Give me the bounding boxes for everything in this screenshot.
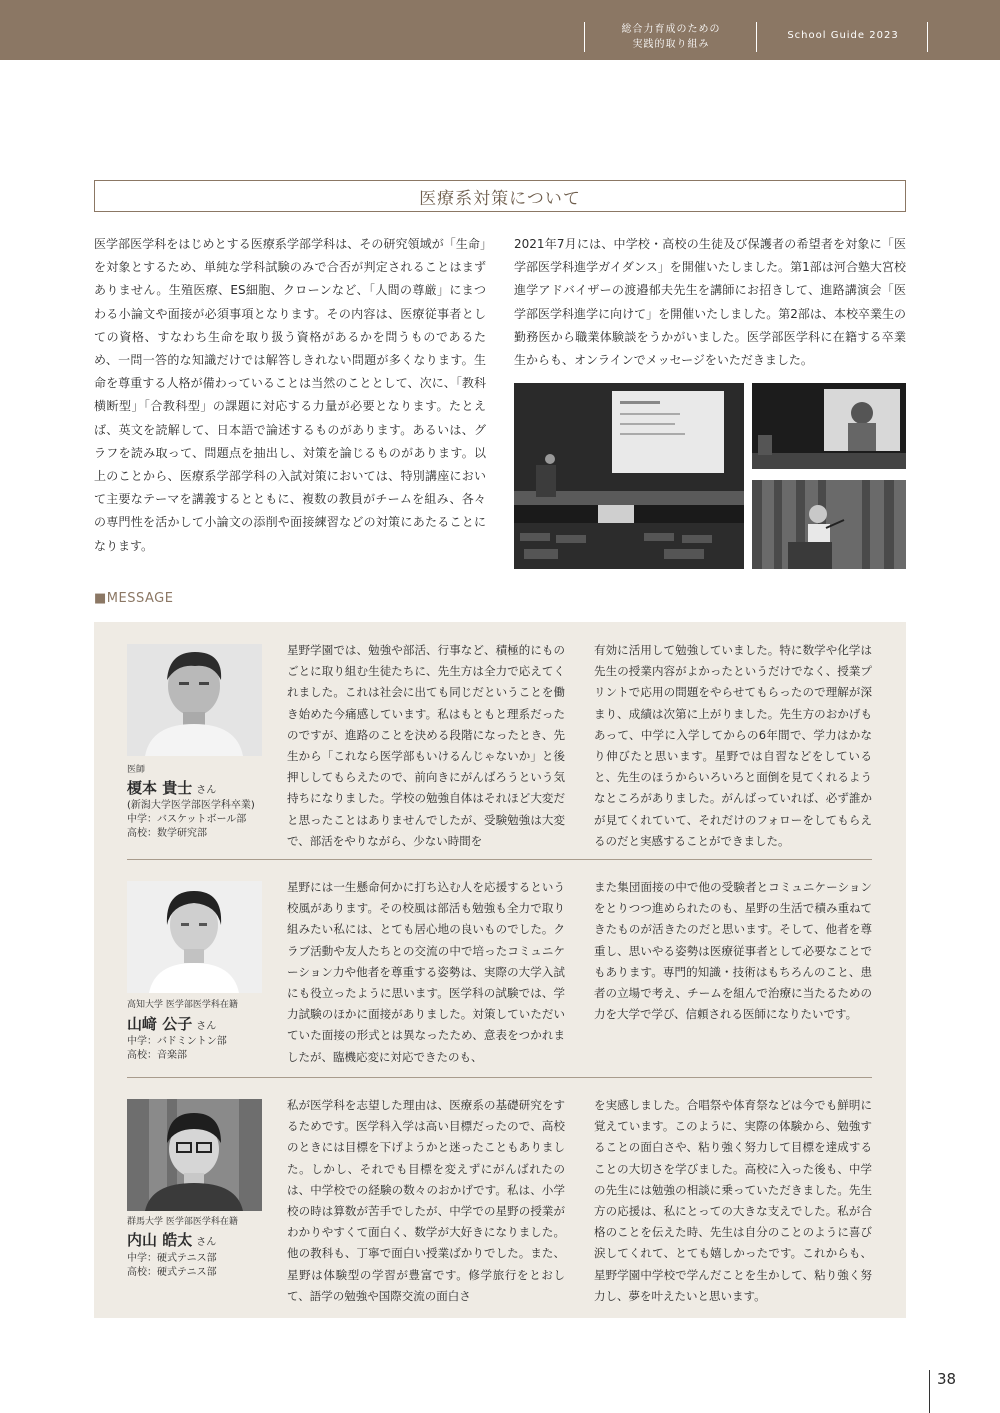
page-number: 38	[937, 1370, 957, 1388]
message-text: 星野には一生懸命何かに打ち込む人を応援するという校風があります。その校風は部活も勉強も全力で取り組みたい私には、とても居心地の良いものでした。クラブ活動や友人たちとの交流の中で培ったコミュニケーション力や他者を尊重する姿勢は、実際の大学入試にも役立ったように思います。医学科の試験では、学力試験のほかに面接がありました。対策していただいていた面接の形式とは異なったため、意表をつかれましたが、臨機応変に対応できたのも、	[287, 880, 565, 1064]
message-text: 有効に活用して勉強していました。特に数学や化学は先生の授業内容がよかったというだけでなく、授業プリントで応用の問題をやらせてもらったので理解が深まり、成績は次第に上がりました。先生方のおかげもあって、中学に入学してからの6年間で、学力はかなり伸びたと思います。星野では自習などをしていると、先生のほうからいろいろと面倒を見てくれるようなところがありました。がんばっていれば、必ず誰かが見てくれていて、それだけのフォローをしてもらえるのだと実感することができました。	[594, 643, 872, 848]
section-title: 医療系対策について	[419, 188, 581, 209]
person-detail-line: 中学：硬式テニス部	[127, 1253, 217, 1264]
person-detail	[127, 1035, 227, 1063]
page-number-rule	[929, 1370, 930, 1413]
header-guide: School Guide 2023	[787, 30, 899, 41]
message-label: ■MESSAGE	[94, 591, 174, 606]
message-text: 私が医学科を志望した理由は、医療系の基礎研究をするためです。医学科入学は高い目標だったので、高校のときには目標を下げようかと迷ったこともありました。しかし、それでも目標を変えずにがんばれたのは、中学校での経験の数々のおかげです。私は、小学校の時は算数が苦手でしたが、中学での星野の授業がわかりやすくて面白く、数学が大好きになりました。他の教科も、丁寧で面白い授業ばかりでした。また、星野は体験型の学習が豊富です。修学旅行をとおして、語学の勉強や国際交流の面白さ	[287, 1098, 565, 1303]
header-divider	[927, 22, 928, 52]
portrait-uchiyama	[127, 1099, 262, 1211]
header-subtitle-line1: 総合力育成のための	[621, 24, 721, 35]
person-name-text: 榎本 貴士	[127, 779, 193, 797]
person-detail-line: 中学：バドミントン部	[127, 1036, 227, 1047]
video-screen-photo	[752, 383, 906, 469]
person-detail	[127, 799, 255, 841]
person-detail-line: 中学：バスケットボール部	[127, 814, 247, 825]
person-detail	[127, 1252, 217, 1280]
person-detail-line: 高校：音楽部	[127, 1050, 187, 1061]
header-subtitle-line2: 実践的取り組み	[632, 39, 710, 50]
person-role: 群馬大学 医学部医学科在籍	[127, 1217, 238, 1227]
portrait-yamazaki	[127, 881, 262, 993]
person-detail-line: 高校：数学研究部	[127, 828, 207, 839]
lecture-hall-photo	[514, 383, 744, 569]
person-name	[127, 1229, 216, 1250]
person-role: 高知大学 医学部医学科在籍	[127, 1000, 238, 1010]
message-divider	[127, 859, 872, 860]
message-divider	[127, 1077, 872, 1078]
person-role: 医師	[127, 765, 146, 775]
message-text: また集団面接の中で他の受験者とコミュニケーションをとりつつ進められたのも、星野の生活で積み重ねてきたものが活きたのだと思います。そして、他者を尊重し、思いやる姿勢は医療従事者として必要なことでもあります。専門的知識・技術はもちろんのこと、患者の立場で考え、チームを組んで治療に当たるための力を大学で学び、信頼される医師になりたいです。	[594, 880, 872, 1022]
header-divider	[756, 22, 757, 52]
person-detail-line: (新潟大学医学部医学科卒業)	[127, 800, 255, 811]
speaker-podium-photo	[752, 480, 906, 569]
person-name	[127, 1013, 216, 1034]
person-name-suffix: さん	[196, 1021, 217, 1032]
person-detail-line: 高校：硬式テニス部	[127, 1267, 217, 1278]
intro-left-paragraph: 医学部医学科をはじめとする医療系学部学科は、その研究領域が「生命」を対象とするため、単純な学科試験のみで合否が判定されることはまずありません。生殖医療、ES細胞、クローンなど、「人間の尊厳」にまつわる小論文や面接が必須事項となります。その内容は、医療従事者としての資格、すなわち生命を取り扱う資格があるかを問うものであるため、一問一答的な知識だけでは解答しきれない問題が多くなります。生命を尊重する人格が備わっていることは当然のこととして、次に、「教科横断型」「合教科型」の課題に対応する力量が必要となります。たとえば、英文を読解して、日本語で論述するものがあります。あるいは、グラフを読み取って、問題点を抽出し、対策を論じるものがあります。以上のことから、医療系学部学科の入試対策においては、特別講座において主要なテーマを講義するとともに、複数の教員がチームを組み、各々の専門性を活かして小論文の添削や面接練習などの対策にあたることになります。	[94, 237, 486, 553]
section-title-box	[94, 180, 906, 212]
message-text: 星野学園では、勉強や部活、行事など、積極的にものごとに取り組む生徒たちに、先生方は全力で応えてくれました。これは社会に出ても同じだということを働き始めた今痛感しています。私はもともと理系だったのですが、進路のことを決める段階になったとき、先生から「これなら医学部もいけるんじゃないか」と後押ししてもらえたので、前向きにがんばろうという気持ちになりました。学校の勉強自体はそれほど大変だと思ったことはありませんでしたが、受験勉強は大変で、部活をやりながら、少ない時間を	[287, 643, 565, 848]
person-name	[127, 777, 216, 798]
message-text: を実感しました。合唱祭や体育祭などは今でも鮮明に覚えています。このように、実際の体験から、勉強することの面白さや、粘り強く努力して目標を達成することの大切さを学びました。高校に入った後も、中学の先生には勉強の相談に乗っていただきました。先生方の応援は、私にとっての大きな支えでした。私が合格のことを伝えた時、先生は自分のことのように喜び涙してくれて、とても嬉しかったです。これからも、星野学園中学校で学んだことを生かして、粘り強く努力し、夢を叶えたいと思います。	[594, 1098, 872, 1303]
intro-right-paragraph: 2021年7月には、中学校・高校の生徒及び保護者の希望者を対象に「医学部医学科進学ガイダンス」を開催いたしました。第1部は河合塾大宮校 進学アドバイザーの渡邉郁夫先生を講師にお招きして、進路講演会「医学部医学科進学に向けて」を開催いたしました。第2部は、本校卒業生の勤務医から職業体験談をうかがいました。医学部医学科に在籍する卒業生からも、オンラインでメッセージをいただきました。	[514, 237, 906, 368]
person-name-suffix: さん	[196, 785, 217, 796]
portrait-enomoto	[127, 644, 262, 756]
person-name-text: 山﨑 公子	[127, 1015, 193, 1033]
header-divider	[584, 22, 585, 52]
person-name-text: 内山 皓太	[127, 1231, 193, 1249]
person-name-suffix: さん	[196, 1237, 217, 1248]
header-subtitle	[588, 22, 754, 52]
